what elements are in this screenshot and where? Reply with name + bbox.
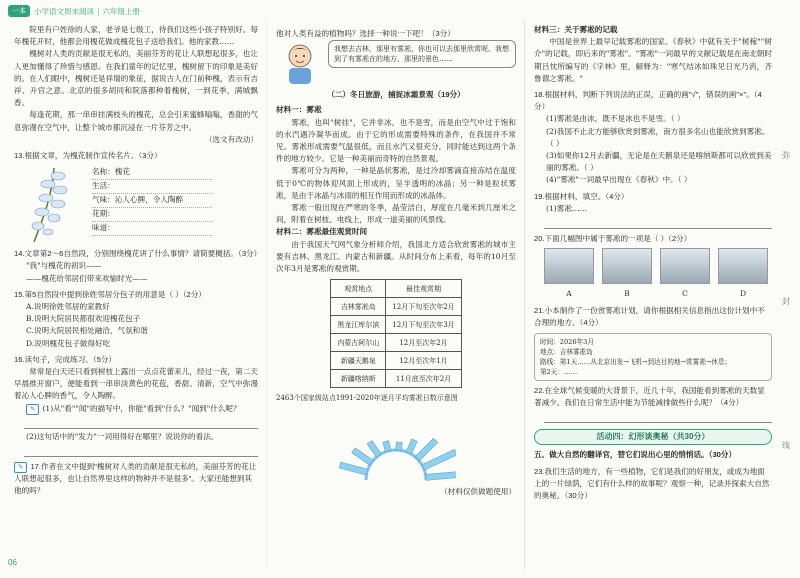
student-avatar-icon (280, 42, 320, 86)
photo-option-b[interactable] (602, 248, 652, 284)
answer-line[interactable] (544, 411, 772, 423)
speech-bubble: 我想去吉林，那里有雾凇，你也可以去那里欣赏呢。我想到了有雾凇在的地方，那里的景色…… (328, 40, 516, 68)
column-right: 材料三：关于雾凇的记载 中国是世界上最早记载雾凇的国家。《春秋》中就有关于"树稼""树介"的记载，即后来的"雾凇"。"雾凇"一词最早的文献记载是在南北朝时期吕忱所编写的《字林》里，解释为："寒气结冰如珠见日光乃消，齐鲁谓之雾凇。" 18.根据材料，判断下列说法的正误，正确的画"√"，错误的画"×"。（4分） (1)雾凇是由冰，既不是冰也不是雪。（ ） (2)我国不止北方能够欣赏到雾凇，南方很多名山也能欣赏到雾凇。（ ） (3)如果你12月去新疆，无论是在天鹅泉还是喀纳斯都可以欣赏到美丽的雾凇。（ ） (4)"雾凇"一词最早出现在《春秋》中。（ ） 19.根据材料，填空。（4分） (1)雾凇…… 20.下面几幅图中属于雾凇的一项是（ ）（2分） A B C D 21.小本制作了一份赏雾凇计划，请你根据相关信息指出这份计划中不合理的地方。（4分） 时间：2026年3月 地点：吉林雾凇岛 路线：第1天……从北京出发→飞机→到达目的地→赏雾凇→休息； 第2天：…… 22.在全球气候变暖的大背景下，近几十年，我国能看到雾凇的天数显著减少。我们在日常生活中能为节能减排做些什么呢？（4分） 活动四：幻形谈奥秘（共30分） 五、做大自然的翻译官，替它们说出心里的悄悄话。（30分） 23.我们生活的地方，有一些植物，它们是我们的好朋友，或成为地面上的一片绿荫，它们有什么样的故事呢？观察一种，记录并探索大自然的奥秘。（30分） (534, 24, 772, 502)
table-row: 新疆天鹅泉 12月至次年1月 (331, 352, 461, 370)
answer-line[interactable] (24, 417, 258, 429)
locust-flower-icon (24, 166, 84, 244)
book-title: 小学语文周末阅读 (34, 6, 94, 16)
passage-para: 每逢花期，那一串串挂满枝头的槐花，总会引来蜜蜂嗡嗡，香甜的气息弥漫在空气中，让整个城市都沉浸在一片芬芳之中。 (14, 110, 258, 132)
answer-line[interactable] (24, 445, 258, 457)
brand-chip: 一本 (8, 5, 30, 17)
activity-banner: 活动四：幻形谈奥秘（共30分） (534, 429, 772, 445)
question-18: 18.根据材料，判断下列说法的正误，正确的画"√"，错误的画"×"。（4分） (534, 90, 762, 112)
question-17: 17.作者在文中提到"槐树对人类的贡献是很无私的，美丽芬芳的花让人联想起很多，也让自然界里这样的物种并不是很多"。大家还能想到其他的吗？ (14, 462, 257, 496)
option[interactable]: B.说明大院居民都很欢迎槐花包子 (26, 314, 141, 324)
option[interactable]: C.说明大院居民相处融洽，气氛和谐 (26, 326, 148, 336)
judge-item[interactable]: (3)如果你12月去新疆，无论是在天鹅泉还是喀纳斯都可以欣赏到美丽的雾凇。（ ） (546, 151, 772, 173)
question-19: 19.根据材料，填空。（4分） (534, 191, 629, 201)
viewing-table: 观赏地点 最佳观赏期 吉林雾凇岛 12月下旬至次年2月 黑龙江库尔滨 12月下旬至次年3月 内蒙古阿尔山 12月至次年2月 新疆天鹅泉 12月至次年1月 新疆喀纳斯 11月底至次年2月 (330, 279, 461, 388)
photo-options (540, 248, 772, 288)
trip-plan: 时间：2026年3月 地点：吉林雾凇岛 路线：第1天……从北京出发→飞机→到达目的地→赏雾凇→休息； 第2天：…… (534, 333, 772, 381)
photo-option-d[interactable] (718, 248, 768, 284)
chart-note: （材料仅供做题使用） (440, 487, 516, 497)
prompt-line: 他对人类有益的植物吗？选择一种说一下吧！（3分） (276, 29, 455, 38)
chart-caption: 2463个国家级站点1991-2020年逐月平均雾凇日数示意图 (276, 394, 458, 403)
grade-label: 六年级上册 (102, 6, 141, 16)
page-number: 06 (8, 558, 17, 567)
tip-tag: ✎ (14, 462, 27, 473)
table-row: 黑龙江库尔滨 12月下旬至次年3月 (331, 316, 461, 334)
card-field-season[interactable]: 花期： (92, 208, 212, 222)
workbook-page: 一本 小学语文周末阅读 | 六年级上册 院里有户姓徐的人家，老爷是七级工，待我们这些小孩子特别好。每年槐花开时，他都会用槐花做成槐花包子送给我们。他的家教…… 槐树对人类的贡献是很无私的，美丽芬芳的花让人联想起很多，也让人更加懂得了珍惜与感恩。在我们童年的记忆里，槐树留下的印象是美好的。在人们眼中，槐树还是祥瑞的象征，据说古人在门前种槐，表示有吉祥、升官之意。北京的很多胡同和院落都种着槐树，一到花季，满城飘香。 每逢花期，那一串串挂满枝头的槐花，总会引来蜜蜂嗡嗡，香甜的气息弥漫在空气中，让整个城市都沉浸在一片芬芳之中。 （选文有改动） 13.根据文章，为槐花制作宣传名片。（3分） 名称：槐花 生活： 气味：沁人心脾，令人陶醉 花期： 味道： 14.文章第2～6自然段，分别围绕槐花讲了什么事情？请简要概括。（3分） "我"与槐花的初识—— ——槐花给邻居们带来欢愉时光—— 15.第5自然段中提到徐姓邻居分包子的用意是（ ）（2分） A.说明徐姓邻居的家教好 B.说明大院居民都很欢迎槐花包子 C.说明大院居民相处融洽，气氛和谐 D.说明槐花包子做得好吃 16.读句子，完成练习。（5分） 常常是白天还只看到树枝上露出一点点花蕾来儿，经过一夜，第二天早晨推开窗户，便能看到一串串淡黄色的花苞，香甜、清新，空气中弥漫着沁人心脾的香气，令人陶醉。 ✎ (1)从"看""闻"的描写中，你能"看到"什么？"闻到"什么呢？ (2)这句话中的"发力"一词用得好在哪里？说说你的看法。 ✎ 17.作者在文中提到"槐树对人类的贡献是很无私的，美丽芬芳的花让人联想起很多，也让自然界里这样的物种并不是很多"。大家还能想到其他的吗？ 他对人类有益的植物吗？选择一种说一下吧！（3分） 我想去吉林，那里有雾凇，你也可以去那里欣赏呢。我想到了有雾凇在的地方，那里的景色…… （二）冬日旅游，捕捉冰霜景观（19分） 材料一：雾凇 雾凇，也叫"树挂"，它并非冰，也不是雪，而是由空气中过于饱和的水汽遇冷凝华而成。由于它的形成需要特殊的条件，在我国并不常见。雾凇形成需要气温很低，而且水汽又很充分，同时能达到这两个条件的地方较少。它是一种美丽而奇特的自然景观。 雾凇可分为两种，一种是晶状雾凇，是过冷却雾滴直接冻结在温度低于0℃的物体迎风面上形成的，呈半透明的冰晶；另一种是粒状雾凇，是由于冰晶与冰雨的相互作用而形成的冰晶体。 雾凇一般出现在严寒的冬季，晶莹洁白，厚度在几毫米到几厘米之间，附着在树枝、电线上，形成一道美丽的风景线。 材料二：雾凇最佳观赏时间 由于我国天气网气象分析师介绍，我国北方适合欣赏雾凇的城市主要有吉林、黑龙江、内蒙古和新疆。从时间分布上来看，每年的10月至次年3月是雾凇的观赏期。 观赏地点 最佳观赏期 吉林雾凇岛 12月下旬至次年2月 黑龙江库尔滨 12月下旬至次年3月 内蒙古阿尔山 12月至次年2月 新疆天鹅泉 12月至次年1月 新疆喀纳斯 11月底至次年2月 2463个国家级站点1991-2020年逐月平均雾凇日数示意图 （材料仅供做题使用） 材料三：关于雾凇的记载 中国是世界上最早记载雾凇的国家。《春秋》中就有关于"树稼""树介"的记载，即后来的"雾凇"。"雾凇"一词最早的文献记载是在南北朝时期吕忱所编写的《字林》里，解释为："寒气结冰如珠见日光乃消，齐鲁谓之雾凇。" 18.根据材料，判断下列说法的正误，正确的画"√"，错误的画"×"。（4分） (1)雾凇是由冰，既不是冰也不是雪。（ ） (2)我国不止北方能够欣赏到雾凇，南方很多名山也能欣赏到雾凇。（ ） (3)如果你12月去新疆，无论是在天鹅泉还是喀纳斯都可以欣赏到美丽的雾凇。（ ） (4)"雾凇"一词最早出现在《春秋》中。（ ） 19.根据材料，填空。（4分） (1)雾凇…… 20.下面几幅图中属于雾凇的一项是（ ）（2分） A B C D 21.小本制作了一份赏雾凇计划，请你根据相关信息指出这份计划中不合理的地方。（4分） 时间：2026年3月 地点：吉林雾凇岛 路线：第1天……从北京出发→飞机→到达目的地→赏雾凇→休息； 第2天：…… 22.在全球气候变暖的大背景下，近几十年，我国能看到雾凇的天数显著减少。我们在日常生活中能为节能减排做些什么呢？（4分） 活动四：幻形谈奥秘（共30分） 五、做大自然的翻译官，替它们说出心里的悄悄话。（30分） 23.我们生活的地方，有一些植物，它们是我们的好朋友，或成为地面上的一片绿荫，它们有什么样的故事呢？观察一种，记录并探索大自然的奥秘。（30分） 06 弥 封 线 (0, 0, 800, 578)
question-20: 20.下面几幅图中属于雾凇的一项是（ ）（2分） (534, 234, 692, 244)
tip-tag: ✎ (26, 404, 39, 415)
card-field-taste[interactable]: 味道： (92, 222, 212, 236)
passage-para: 院里有户姓徐的人家，老爷是七级工，待我们这些小孩子特别好。每年槐花开时，他都会用槐花做成槐花包子送给我们。他的家教…… (14, 25, 258, 47)
answer-line[interactable] (544, 217, 772, 229)
promo-card: 名称：槐花 生活： 气味：沁人心脾，令人陶醉 花期： 味道： (14, 166, 258, 244)
option[interactable]: D.说明槐花包子做得好吃 (26, 338, 111, 348)
question-22: 22.在全球气候变暖的大背景下，近几十年，我国能看到雾凇的天数显著减少。我们在日常生活中能为节能减排做些什么呢？（4分） (534, 386, 765, 408)
question-13: 13.根据文章，为槐花制作宣传名片。（3分） (14, 151, 162, 161)
option[interactable]: A.说明徐姓邻居的家教好 (26, 302, 110, 312)
question-16: 16.读句子，完成练习。（5分） (14, 354, 117, 364)
question-23: 23.我们生活的地方，有一些植物，它们是我们的好朋友，或成为地面上的一片绿荫，它们有什么样的故事呢？观察一种，记录并探索大自然的奥秘。（30分） (534, 466, 770, 501)
card-field-life[interactable]: 生活： (92, 180, 212, 194)
quote-text: 常常是白天还只看到树枝上露出一点点花蕾来儿，经过一夜，第二天早晨推开窗户，便能看到一串串淡黄色的花苞，香甜、清新，空气中弥漫着沁人心脾的香气，令人陶醉。 (14, 367, 258, 401)
table-row: 内蒙古阿尔山 12月至次年2月 (331, 334, 461, 352)
passage-para: 槐树对人类的贡献是很无私的，美丽芬芳的花让人联想起很多，也让人更加懂得了珍惜与感恩。在我们童年的记忆里，槐树留下的印象是美好的。在人们眼中，槐树还是祥瑞的象征，据说古人在门前种槐，表示有吉祥、升官之意。北京的很多胡同和院落都种着槐树，一到花季，满城飘香。 (14, 49, 258, 108)
table-row: 吉林雾凇岛 12月下旬至次年2月 (331, 298, 461, 316)
photo-option-a[interactable] (544, 248, 594, 284)
question-14: 14.文章第2～6自然段，分别围绕槐花讲了什么事情？请简要概括。（3分） (14, 249, 262, 259)
source-note: （选文有改动） (204, 134, 258, 144)
page-header: 一本 小学语文周末阅读 | 六年级上册 (8, 4, 140, 18)
judge-item[interactable]: (1)雾凇是由冰，既不是冰也不是雪。（ ） (546, 114, 685, 124)
column-left: 院里有户姓徐的人家，老爷是七级工，待我们这些小孩子特别好。每年槐花开时，他都会用槐花做成槐花包子送给我们。他的家教…… 槐树对人类的贡献是很无私的，美丽芬芳的花让人联想起很多，也让人更加懂得了珍惜与感恩。在我们童年的记忆里，槐树留下的印象是美好的。在人们眼中，槐树还是祥瑞的象征，据说古人在门前种槐，表示有吉祥、升官之意。北京的很多胡同和院落都种着槐树，一到花季，满城飘香。 每逢花期，那一串串挂满枝头的槐花，总会引来蜜蜂嗡嗡，香甜的气息弥漫在空气中，让整个城市都沉浸在一片芬芳之中。 （选文有改动） 13.根据文章，为槐花制作宣传名片。（3分） 名称：槐花 生活： 气味：沁人心脾，令人陶醉 花期： 味道： 14.文章第2～6自然段，分别围绕槐花讲了什么事情？请简要概括。（3分） "我"与槐花的初识—— ——槐花给邻居们带来欢愉时光—— 15.第5自然段中提到徐姓邻居分包子的用意是（ ）（2分） A.说明徐姓邻居的家教好 B.说明大院居民都很欢迎槐花包子 C.说明大院居民相处融洽，气氛和谐 D.说明槐花包子做得好吃 16.读句子，完成练习。（5分） 常常是白天还只看到树枝上露出一点点花蕾来儿，经过一夜，第二天早晨推开窗户，便能看到一串串淡黄色的花苞，香甜、清新，空气中弥漫着沁人心脾的香气，令人陶醉。 ✎ (1)从"看""闻"的描写中，你能"看到"什么？"闻到"什么呢？ (2)这句话中的"发力"一词用得好在哪里？说说你的看法。 ✎ 17.作者在文中提到"槐树对人类的贡献是很无私的，美丽芬芳的花让人联想起很多，也让自然界里这样的物种并不是很多"。大家还能想到其他的吗？ (14, 25, 262, 496)
table-row: 新疆喀纳斯 11月底至次年2月 (331, 370, 461, 388)
judge-item[interactable]: (4)"雾凇"一词最早出现在《春秋》中。（ ） (546, 175, 692, 185)
question-21: 21.小本制作了一份赏雾凇计划，请你根据相关信息指出这份计划中不合理的地方。（4分） (534, 305, 765, 327)
judge-item[interactable]: (2)我国不止北方能够欣赏到雾凇，南方很多名山也能欣赏到雾凇。（ ） (546, 126, 770, 148)
radial-bar-chart-icon (336, 406, 456, 484)
section-title: （二）冬日旅游，捕捉冰霜景观（19分） (327, 90, 465, 100)
section-5-title: 五、做大自然的翻译官，替它们说出心里的悄悄话。（30分） (534, 450, 737, 460)
photo-option-c[interactable] (660, 248, 710, 284)
column-middle: 他对人类有益的植物吗？选择一种说一下吧！（3分） 我想去吉林，那里有雾凇，你也可以去那里欣赏呢。我想到了有雾凇在的地方，那里的景色…… （二）冬日旅游，捕捉冰霜景观（19分） 材料一：雾凇 雾凇，也叫"树挂"，它并非冰，也不是雪，而是由空气中过于饱和的水汽遇冷凝华而成。由于它的形成需要特殊的条件，在我国并不常见。雾凇形成需要气温很低，而且水汽又很充分，同时能达到这两个条件的地方较少。它是一种美丽而奇特的自然景观。 雾凇可分为两种，一种是晶状雾凇，是过冷却雾滴直接冻结在温度低于0℃的物体迎风面上形成的，呈半透明的冰晶；另一种是粒状雾凇，是由于冰晶与冰雨的相互作用而形成的冰晶体。 雾凇一般出现在严寒的冬季，晶莹洁白，厚度在几毫米到几厘米之间，附着在树枝、电线上，形成一道美丽的风景线。 材料二：雾凇最佳观赏时间 由于我国天气网气象分析师介绍，我国北方适合欣赏雾凇的城市主要有吉林、黑龙江、内蒙古和新疆。从时间分布上来看，每年的10月至次年3月是雾凇的观赏期。 观赏地点 最佳观赏期 吉林雾凇岛 12月下旬至次年2月 黑龙江库尔滨 12月下旬至次年3月 内蒙古阿尔山 12月至次年2月 新疆天鹅泉 12月至次年1月 新疆喀纳斯 11月底至次年2月 2463个国家级站点1991-2020年逐月平均雾凇日数示意图 （材料仅供做题使用） (276, 24, 516, 499)
question-15: 15.第5自然段中提到徐姓邻居分包子的用意是（ ）（2分） (14, 289, 206, 299)
